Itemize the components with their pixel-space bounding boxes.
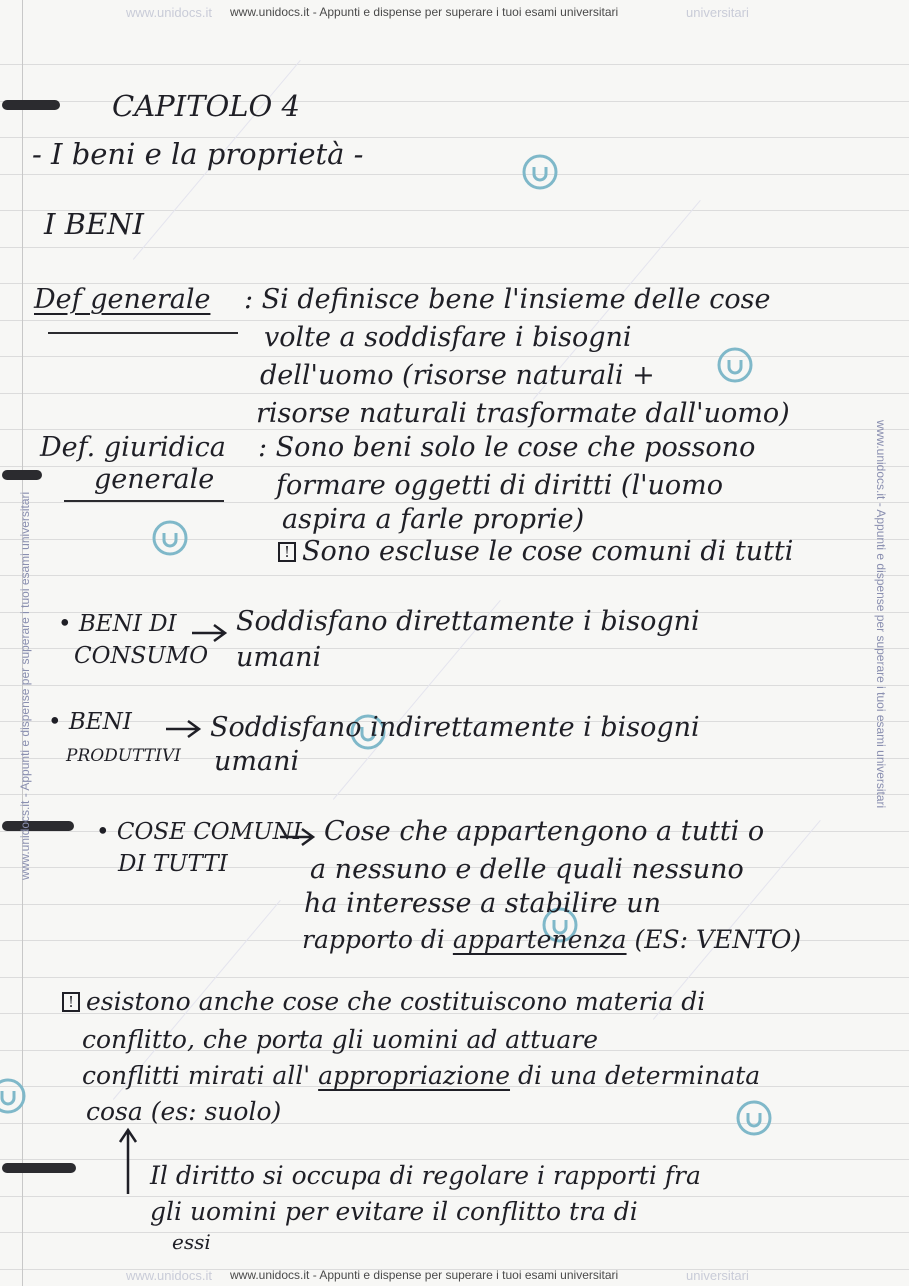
watermark-ghost: www.unidocs.it <box>126 5 212 20</box>
conflitto-line: cosa (es: suolo) <box>86 1097 282 1126</box>
def-giuridica-label: Def. giuridica <box>40 432 226 463</box>
underline-stroke <box>48 332 238 334</box>
unidocs-logo-icon <box>0 1076 28 1116</box>
def-generale-label: Def generale <box>34 284 211 315</box>
cose-comuni-line: ha interesse a stabilire un <box>304 888 661 919</box>
ruled-line <box>0 502 909 503</box>
beni-produttivi-label: • BENI <box>48 709 132 735</box>
def-generale-line: : Si definisce bene l'insieme delle cose <box>244 284 771 315</box>
def-giuridica-label: generale <box>94 464 215 495</box>
watermark-ghost: universitari <box>686 5 749 20</box>
ruled-line <box>0 356 909 357</box>
beni-consumo-label: • BENI DI <box>58 611 177 637</box>
beni-produttivi-line: umani <box>214 746 300 777</box>
chapter-subtitle: - I beni e la proprietà - <box>32 137 364 171</box>
underline-stroke <box>64 500 224 502</box>
def-generale-line: risorse naturali trasformate dall'uomo) <box>256 398 790 429</box>
beni-produttivi-label: PRODUTTIVI <box>66 746 181 766</box>
cose-comuni-label: DI TUTTI <box>118 851 228 877</box>
conflitto-line: ! esistono anche cose che costituiscono materia di <box>62 986 705 1018</box>
binding-ring <box>2 821 74 831</box>
section-heading: I BENI <box>44 207 144 241</box>
ruled-line <box>0 685 909 686</box>
beni-consumo-line: umani <box>236 642 322 673</box>
arrow-right-icon <box>190 622 230 644</box>
def-generale-line: volte a soddisfare i bisogni <box>264 322 632 353</box>
def-giuridica-line: : Sono beni solo le cose che possono <box>258 432 756 463</box>
ruled-line <box>0 320 909 321</box>
arrow-up-icon <box>116 1126 140 1196</box>
unidocs-logo-icon <box>150 518 190 558</box>
beni-produttivi-line: Soddisfano indirettamente i bisogni <box>210 712 700 743</box>
def-generale-line: dell'uomo (risorse naturali + <box>260 360 655 391</box>
unidocs-logo-icon <box>715 345 755 385</box>
ruled-line <box>0 794 909 795</box>
ruled-line <box>0 393 909 394</box>
arrow-right-icon <box>164 718 204 740</box>
warning-box-icon: ! <box>278 542 296 562</box>
watermark-side-right: www.unidocs.it - Appunti e dispense per superare i tuoi esami universitari <box>874 420 888 809</box>
watermark-bottom: www.unidocs.it - Appunti e dispense per superare i tuoi esami universitari <box>230 1268 619 1282</box>
cose-comuni-label: • COSE COMUNI <box>96 819 302 845</box>
def-giuridica-warning: ! Sono escluse le cose comuni di tutti <box>278 536 793 568</box>
ruled-line <box>0 247 909 248</box>
ruled-line <box>0 174 909 175</box>
watermark-ghost: universitari <box>686 1268 749 1283</box>
cose-comuni-line: Cose che appartengono a tutti o <box>324 816 765 847</box>
conflitto-line: conflitto, che porta gli uomini ad attuare <box>82 1025 599 1054</box>
watermark-top: www.unidocs.it - Appunti e dispense per superare i tuoi esami universitari <box>230 5 619 19</box>
unidocs-logo-icon <box>520 152 560 192</box>
diritto-line: gli uomini per evitare il conflitto tra di <box>150 1197 638 1226</box>
binding-ring <box>2 100 60 110</box>
beni-consumo-line: Soddisfano direttamente i bisogni <box>236 606 700 637</box>
warning-box-icon: ! <box>62 992 80 1012</box>
diritto-line: Il diritto si occupa di regolare i rapporti fra <box>150 1161 701 1190</box>
ruled-line <box>0 575 909 576</box>
diritto-line: essi <box>172 1230 211 1254</box>
ruled-line <box>0 1232 909 1233</box>
cose-comuni-line: a nessuno e delle quali nessuno <box>310 854 744 885</box>
cose-comuni-line: rapporto di appartenenza (ES: VENTO) <box>302 925 802 954</box>
def-giuridica-line: formare oggetti di diritti (l'uomo <box>276 470 724 501</box>
ruled-line <box>0 64 909 65</box>
chapter-title: CAPITOLO 4 <box>112 89 300 123</box>
conflitto-line: conflitti mirati all' appropriazione di una determinata <box>82 1061 761 1090</box>
watermark-ghost: www.unidocs.it <box>126 1268 212 1283</box>
ruled-line <box>0 977 909 978</box>
arrow-right-icon <box>278 826 318 848</box>
watermark-side-left: www.unidocs.it - Appunti e dispense per superare i tuoi esami universitari <box>18 491 32 880</box>
unidocs-logo-icon <box>734 1098 774 1138</box>
binding-ring <box>2 1163 76 1173</box>
def-giuridica-line: aspira a farle proprie) <box>282 504 585 535</box>
beni-consumo-label: CONSUMO <box>74 643 209 669</box>
